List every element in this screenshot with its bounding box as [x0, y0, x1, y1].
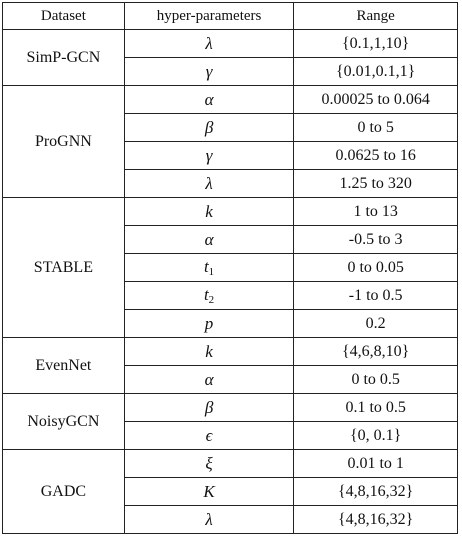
dataset-cell: EvenNet — [3, 338, 125, 394]
param-symbol: γ — [205, 145, 213, 165]
range-cell: {0, 0.1} — [294, 422, 458, 450]
param-cell — [124, 422, 294, 450]
param-cell — [124, 338, 294, 366]
param-cell — [124, 366, 294, 394]
param-symbol: λ — [205, 173, 213, 193]
range-cell: 1 to 13 — [294, 198, 458, 226]
table-row — [3, 338, 458, 366]
param-cell — [124, 394, 294, 422]
range-cell: 0.1 to 0.5 — [294, 394, 458, 422]
param-symbol: ξ — [205, 453, 213, 473]
table-row — [3, 450, 458, 478]
range-cell: 0 to 0.5 — [294, 366, 458, 394]
param-symbol: α — [204, 89, 214, 109]
param-symbol: β — [204, 117, 214, 137]
header-hyper-parameters: hyper-parameters — [124, 3, 294, 30]
param-cell — [124, 30, 294, 58]
range-cell: {4,8,16,32} — [294, 506, 458, 534]
table-row — [3, 30, 458, 58]
header-range: Range — [294, 3, 458, 30]
range-cell: -0.5 to 3 — [294, 226, 458, 254]
param-symbol: β — [204, 397, 214, 417]
range-cell: 0.00025 to 0.064 — [294, 86, 458, 114]
range-cell: {0.01,0.1,1} — [294, 58, 458, 86]
param-cell — [124, 478, 294, 506]
param-symbol: p — [204, 313, 214, 333]
dataset-cell: ProGNN — [3, 86, 125, 198]
range-cell: {0.1,1,10} — [294, 30, 458, 58]
dataset-cell: SimP-GCN — [3, 30, 125, 86]
header-row — [3, 3, 458, 30]
param-symbol: k — [205, 201, 213, 221]
param-cell — [124, 114, 294, 142]
range-cell: -1 to 0.5 — [294, 282, 458, 310]
param-cell — [124, 198, 294, 226]
param-symbol: K — [203, 481, 215, 501]
dataset-cell: GADC — [3, 450, 125, 534]
param-symbol: t — [203, 257, 209, 276]
range-cell: 0.2 — [294, 310, 458, 338]
param-symbol: α — [204, 229, 214, 249]
range-cell: 0 to 5 — [294, 114, 458, 142]
table-row — [3, 394, 458, 422]
param-cell — [124, 506, 294, 534]
range-cell: 0.0625 to 16 — [294, 142, 458, 170]
range-cell: {4,6,8,10} — [294, 338, 458, 366]
param-cell — [124, 170, 294, 198]
param-subscript: 1 — [208, 266, 215, 278]
range-cell: 0.01 to 1 — [294, 450, 458, 478]
param-cell — [124, 142, 294, 170]
range-cell: {4,8,16,32} — [294, 478, 458, 506]
param-cell — [124, 254, 294, 282]
dataset-cell: STABLE — [3, 198, 125, 338]
param-cell — [124, 58, 294, 86]
param-symbol: λ — [205, 33, 213, 53]
param-cell — [124, 226, 294, 254]
param-symbol: ϵ — [205, 425, 213, 445]
param-cell — [124, 282, 294, 310]
param-subscript: 2 — [208, 294, 215, 306]
hyperparameter-table — [2, 2, 458, 534]
param-symbol: t — [203, 285, 209, 304]
param-cell — [124, 86, 294, 114]
range-cell: 0 to 0.05 — [294, 254, 458, 282]
range-cell: 1.25 to 320 — [294, 170, 458, 198]
param-symbol: α — [204, 369, 214, 389]
param-symbol: k — [205, 341, 213, 361]
dataset-cell: NoisyGCN — [3, 394, 125, 450]
param-cell — [124, 450, 294, 478]
header-dataset: Dataset — [3, 3, 125, 30]
table-body — [3, 30, 458, 534]
param-symbol: γ — [205, 61, 213, 81]
param-symbol: λ — [205, 509, 213, 529]
param-cell — [124, 310, 294, 338]
table-row — [3, 86, 458, 114]
table-row — [3, 198, 458, 226]
